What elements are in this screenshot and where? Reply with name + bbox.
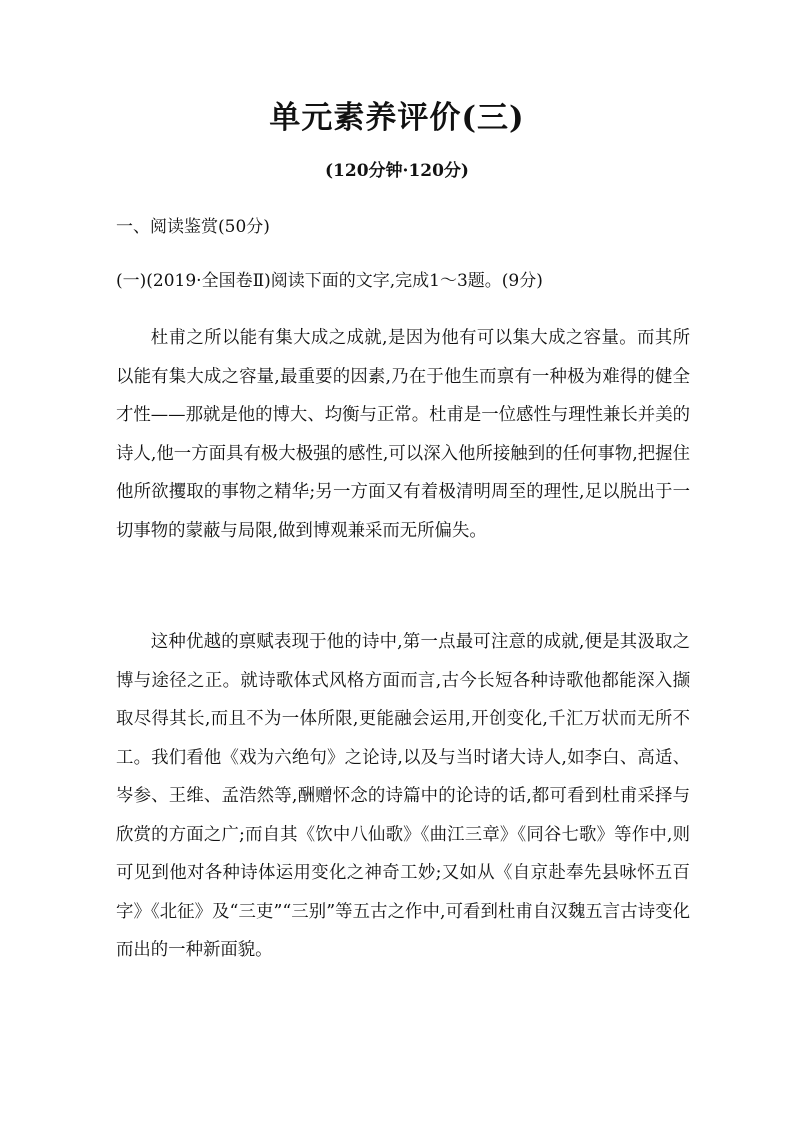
question-intro: (一)(2019·全国卷Ⅱ)阅读下面的文字,完成1～3题。(9分) (116, 271, 543, 291)
body-paragraph-1: 杜甫之所以能有集大成之成就,是因为他有可以集大成之容量。而其所以能有集大成之容量,最重要的因素,乃在于他生而禀有一种极为难得的健全才性——那就是他的博大、均衡与正常。杜甫是一位感性与理性兼长并美的诗人,他一方面具有极大极强的感性,可以深入他所接触到的任何事物,把握住他所欲攫取的事物之精华;另一方面又有着极清明周至的理性,足以脱出于一切事物的蒙蔽与局限,做到博观兼采而无所偏失。 (116, 328, 690, 541)
document-subtitle: (120分钟·120分) (325, 161, 469, 181)
document-title: 单元素养评价(三) (269, 100, 525, 136)
section-heading: 一、阅读鉴赏(50分) (116, 217, 270, 237)
body-paragraph-2: 这种优越的禀赋表现于他的诗中,第一点最可注意的成就,便是其汲取之博与途径之正。就诗歌体式风格方面而言,古今长短各种诗歌他都能深入撷取尽得其长,而且不为一体所限,更能融会运用,开创变化,千汇万状而无所不工。我们看他《戏为六绝句》之论诗,以及与当时诸大诗人,如李白、高适、岑参、王维、孟浩然等,酬赠怀念的诗篇中的论诗的话,都可看到杜甫采择与欣赏的方面之广;而自其《饮中八仙歌》《曲江三章》《同谷七歌》等作中,则可见到他对各种诗体运用变化之神奇工妙;又如从《自京赴奉先县咏怀五百字》《北征》及“三吏”“三别”等五古之作中,可看到杜甫自汉魏五言古诗变化而出的一种新面貌。 (116, 632, 690, 960)
